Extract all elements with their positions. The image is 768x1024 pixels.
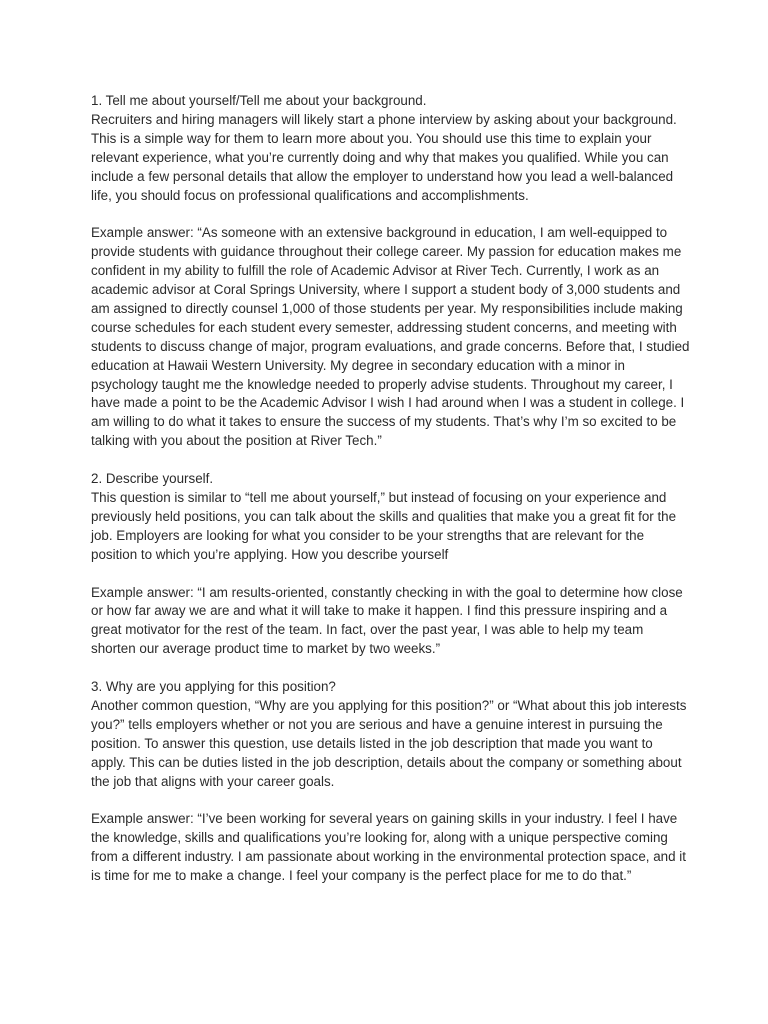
question-2-example-text: Example answer: “I am results-oriented, constantly checking in with the goal to determine how close or how far away we are and what it will take to make it happen. I find this pressure inspiring and a great motivator for the rest of the team. In fact, over the past year, I was able to help my team shorten our average product time to market by two weeks.” — [91, 584, 683, 657]
question-1-block — [91, 92, 691, 205]
question-1-heading: 1. Tell me about yourself/Tell me about your background. — [91, 93, 427, 108]
question-3-block — [91, 678, 691, 791]
question-2-block — [91, 470, 691, 565]
question-3-heading: 3. Why are you applying for this position? — [91, 679, 336, 695]
document-page — [91, 92, 691, 905]
question-3-body: Another common question, “Why are you applying for this position?” or “What about this job interests you?” tells employers whether or not you are serious and have a genuine interest in pursuing the position. To answer this question, use details listed in the job description that made you want to apply. This can be duties listed in the job description, details about the company or something about the job that aligns with your career goals. — [91, 697, 687, 789]
question-2-body: This question is similar to “tell me about yourself,” but instead of focusing on your experience and previously held positions, you can talk about the skills and qualities that make you a great fit for the job. Employers are looking for what you consider to be your strengths that are relevant for the position to which you’re applying. How you describe yourself — [91, 490, 677, 562]
question-2-example — [91, 584, 691, 660]
question-1-example — [91, 224, 691, 451]
question-3-example — [91, 810, 691, 886]
question-2-heading: 2. Describe yourself. — [91, 471, 214, 487]
question-1-body: Recruiters and hiring managers will likely start a phone interview by asking about your background. This is a simple way for them to learn more about you. You should use this time to explain your relevant experience, what you’re currently doing and why that makes you qualified. While you can include a few personal details that allow the employer to understand how you lead a well-balanced life, you should focus on professional qualifications and accomplishments. — [91, 111, 677, 203]
question-3-example-text: Example answer: “I’ve been working for several years on gaining skills in your industry. I feel I have the knowledge, skills and qualifications you’re looking for, along with a unique perspective coming from a different industry. I am passionate about working in the environmental protection space, and it is time for me to make a change. I feel your company is the perfect place for me to do that.” — [91, 811, 686, 884]
question-1-example-text: Example answer: “As someone with an extensive background in education, I am well-equipped to provide students with guidance throughout their college career. My passion for education makes me confident in my ability to fulfill the role of Academic Advisor at River Tech. Currently, I work as an academic advisor at Coral Springs University, where I support a student body of 3,000 students and am assigned to directly counsel 1,000 of those students per year. My responsibilities include making course schedules for each student every semester, addressing student concerns, and meeting with students to discuss change of major, program evaluations, and grade concerns. Before that, I studied education at Hawaii Western University. My degree in secondary education with a minor in psychology taught me the knowledge needed to properly advise students. Throughout my career, I have made a point to be the Academic Advisor I wish I had around when I was a student in college. I am willing to do what it takes to ensure the success of my students. That’s why I’m so excited to be talking with you about the position at River Tech.” — [91, 225, 690, 449]
